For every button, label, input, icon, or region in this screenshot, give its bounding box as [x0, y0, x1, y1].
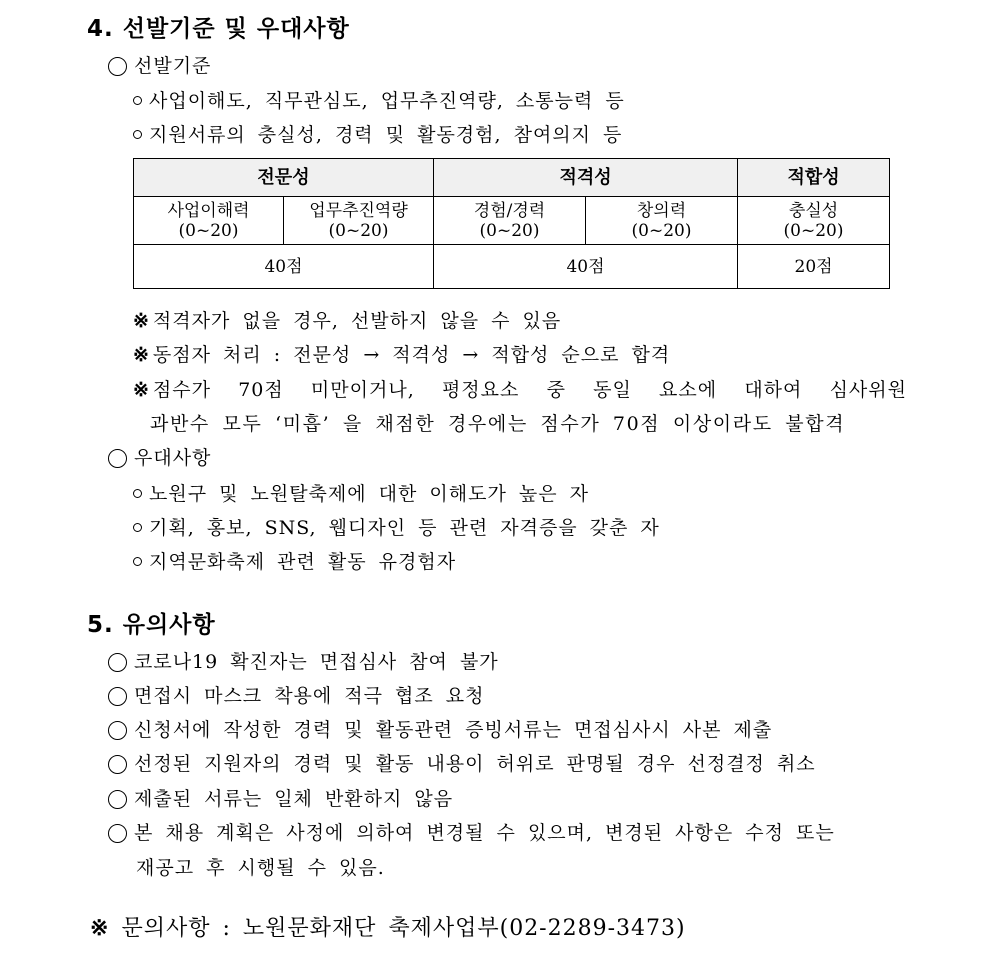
- group-cell: 전문성: [134, 159, 434, 197]
- note-word: 대하여: [744, 379, 803, 401]
- criterion-cell: [434, 197, 586, 245]
- note-mark: ※: [133, 344, 150, 366]
- note-word: [133, 375, 211, 402]
- note: [133, 306, 561, 333]
- total-cell: 20점: [738, 245, 890, 289]
- circle-bullet-icon: [108, 449, 127, 468]
- preference-item: [133, 479, 589, 506]
- criterion-range: (0~20): [479, 220, 540, 241]
- criterion-name: 사업이해력: [167, 200, 250, 221]
- caution-item-text: 선정된 지원자의 경력 및 활동 내용이 허위로 판명될 경우 선정결정 취소: [134, 753, 816, 775]
- contact-line: [90, 911, 686, 942]
- score-table-criteria-row: [134, 197, 890, 245]
- small-circle-bullet-icon: [133, 489, 142, 498]
- section-4-title: 4. 선발기준 및 우대사항: [87, 16, 350, 42]
- note-multiline: [133, 375, 907, 402]
- caution-item: [108, 784, 453, 811]
- small-circle-bullet-icon: [133, 96, 142, 105]
- note-word: 평정요소: [441, 379, 520, 401]
- caution-item: [108, 818, 835, 845]
- note-word: 미만이거나,: [310, 379, 415, 401]
- criterion-name: 업무추진역량: [309, 200, 408, 221]
- criterion-cell: [738, 197, 890, 245]
- preference-item-text: 기획, 홍보, SNS, 웹디자인 등 관련 자격증을 갖춘 자: [149, 517, 660, 539]
- caution-item: [108, 681, 485, 708]
- note-mark: ※: [133, 379, 150, 401]
- small-circle-bullet-icon: [133, 130, 142, 139]
- note-mark: ※: [133, 310, 150, 332]
- note-word: 심사위원: [829, 379, 907, 401]
- criterion-range: (0~20): [328, 220, 389, 241]
- note-word: 중: [546, 379, 566, 401]
- caution-item-continuation: 재공고 후 시행될 수 있음.: [136, 857, 385, 879]
- score-table: [133, 158, 890, 289]
- caution-item: [108, 647, 499, 674]
- note-text: 적격자가 없을 경우, 선발하지 않을 수 있음: [152, 310, 562, 332]
- caution-item-text: 코로나19 확진자는 면접심사 참여 불가: [134, 651, 499, 673]
- caution-item-text: 신청서에 작성한 경력 및 활동관련 증빙서류는 면접심사시 사본 제출: [134, 719, 773, 741]
- note-word: 동일: [593, 379, 632, 401]
- caution-item: [108, 715, 772, 742]
- preference-heading: [108, 443, 211, 470]
- criterion-name: 충실성: [788, 200, 839, 221]
- score-table-total-row: [134, 245, 890, 289]
- section-5-title: 5. 유의사항: [87, 612, 216, 638]
- total-cell: 40점: [434, 245, 738, 289]
- criterion-range: (0~20): [783, 220, 844, 241]
- criteria-item: [133, 120, 622, 147]
- circle-bullet-icon: [108, 755, 127, 774]
- note-continuation: 과반수 모두 ‘미흡’ 을 채점한 경우에는 점수가 70점 이상이라도 불합격: [150, 413, 846, 435]
- preference-item-text: 지역문화축제 관련 활동 유경험자: [149, 551, 457, 573]
- score-table-header-row: [134, 159, 890, 197]
- circle-bullet-icon: [108, 653, 127, 672]
- preference-item: [133, 547, 456, 574]
- criteria-item: [133, 86, 625, 113]
- circle-bullet-icon: [108, 824, 127, 843]
- caution-item-text: 제출된 서류는 일체 반환하지 않음: [134, 788, 454, 810]
- criterion-range: (0~20): [178, 220, 239, 241]
- caution-item-text: 본 채용 계획은 사정에 의하여 변경될 수 있으며, 변경된 사항은 수정 또는: [134, 822, 835, 844]
- criterion-cell: [134, 197, 284, 245]
- criterion-name: 경험/경력: [473, 200, 546, 221]
- circle-bullet-icon: [108, 721, 127, 740]
- preference-item-text: 노원구 및 노원탈축제에 대한 이해도가 높은 자: [149, 483, 589, 505]
- note-word: 70점: [238, 379, 284, 401]
- small-circle-bullet-icon: [133, 523, 142, 532]
- criteria-item-text: 지원서류의 충실성, 경력 및 활동경험, 참여의지 등: [149, 124, 623, 146]
- caution-item: [108, 749, 816, 776]
- criterion-cell: [586, 197, 738, 245]
- circle-bullet-icon: [108, 790, 127, 809]
- group-cell: 적합성: [738, 159, 890, 197]
- contact-mark: ※: [90, 915, 110, 941]
- note-word: 요소에: [659, 379, 718, 401]
- criteria-heading: [108, 51, 211, 78]
- circle-bullet-icon: [108, 687, 127, 706]
- criteria-item-text: 사업이해도, 직무관심도, 업무추진역량, 소통능력 등: [149, 90, 625, 112]
- criteria-heading-text: 선발기준: [134, 55, 212, 77]
- small-circle-bullet-icon: [133, 557, 142, 566]
- preference-item: [133, 513, 660, 540]
- contact-text: 문의사항 : 노원문화재단 축제사업부(02-2289-3473): [121, 916, 686, 941]
- group-cell: 적격성: [434, 159, 738, 197]
- criterion-cell: [284, 197, 434, 245]
- note: [133, 340, 670, 367]
- total-cell: 40점: [134, 245, 434, 289]
- caution-item-text: 면접시 마스크 착용에 적극 협조 요청: [134, 685, 485, 707]
- criterion-name: 창의력: [636, 200, 687, 221]
- circle-bullet-icon: [108, 57, 127, 76]
- note-text: 동점자 처리 : 전문성 → 적격성 → 적합성 순으로 합격: [152, 344, 671, 366]
- preference-heading-text: 우대사항: [134, 447, 212, 469]
- criterion-range: (0~20): [631, 220, 692, 241]
- note-word-text: 점수가: [152, 379, 211, 401]
